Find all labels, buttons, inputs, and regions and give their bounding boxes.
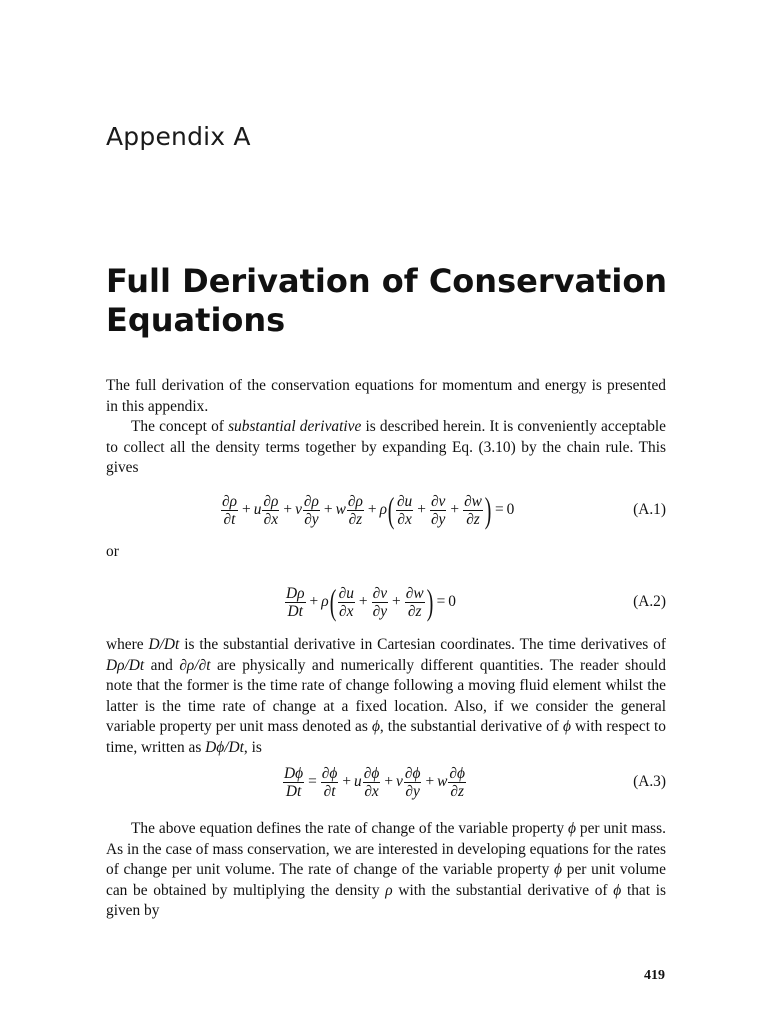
chapter-title: Full Derivation of Conservation Equations — [106, 262, 668, 339]
paragraph-where: where D/Dt is the substantial derivative in Cartesian coordinates. The time derivatives of Dρ/Dt and ∂ρ/∂t are physically and numerically different quantities. The reader should note that the former is the time rate of change following a moving fluid element whilst the latter is the time rate of change at a fixed location. Also, if we consider the general variable property per unit mass denoted as ϕ, the substantial derivative of ϕ with respect to time, written as Dϕ/Dt, is — [106, 636, 666, 756]
equation-a3: $\frac{D\phi}{Dt}$ = $\frac{\partial\phi}{\partial t}$ + u $\frac{\partial\phi}{\partial x}$ + v $\frac{\partial\phi}{\partial y}$ + w $\frac{\partial\phi}{\partial z}$ (A.3) — [106, 756, 666, 808]
paragraph-concept: The concept of substantial derivative is described herein. It is conveniently acceptable to collect all the density terms together by expanding Eq. (3.10) by the chain rule. This gives — [106, 418, 666, 477]
page-number: 419 — [644, 968, 665, 983]
equation-number: (A.3) — [633, 773, 666, 790]
equation-number: (A.2) — [633, 593, 666, 610]
emphasis-term: substantial derivative — [228, 418, 362, 435]
paragraph-above: The above equation defines the rate of change of the variable property ϕ per unit mass. As in the case of mass conservation, we are interested in developing equations for the rates of change per unit volume. The rate of change of the variable property ϕ per unit volume can be obtained by multiplying the density ρ with the substantial derivative of ϕ that is given by — [106, 820, 666, 920]
equation-a2: $\frac{D\rho}{Dt}$ + ρ ( $\frac{\partial u}{\partial x}$ + $\frac{\partial v}{\partial y}$ + $\frac{\partial w}{\partial z}$ ) = 0 (A.2) — [106, 576, 666, 628]
equation-a1: $\frac{\partial\rho}{\partial t}$ + u $\frac{\partial\rho}{\partial x}$ + v $\frac{\partial\rho}{\partial y}$ + w $\frac{\partial\rho}{\partial z}$ + ρ ( $\frac{\partial u}{\partial x}$ + $\frac{\partial v}{\partial y}$ + $\frac{\partial w}{\partial z}$ ) = 0 (A.1) — [106, 484, 666, 536]
appendix-label: Appendix A — [106, 122, 251, 151]
paragraph-intro: The full derivation of the conservation equations for momentum and energy is presented in this appendix. — [106, 377, 666, 415]
equation-number: (A.1) — [633, 501, 666, 518]
paragraph-or: or — [106, 543, 119, 560]
